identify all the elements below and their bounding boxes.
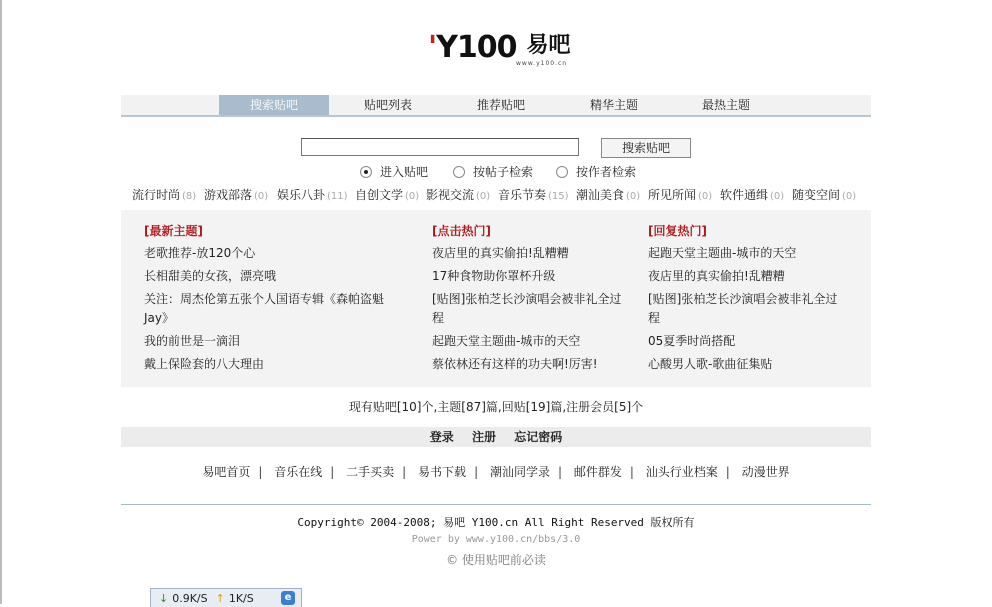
footer-link[interactable]: 易书下载 bbox=[418, 465, 467, 479]
nav-forum-list[interactable]: 贴吧列表 bbox=[363, 98, 412, 112]
category-link[interactable]: 自创文学 (0) bbox=[355, 188, 420, 202]
topic-link[interactable]: 夜店里的真实偷拍!乱糟糟 bbox=[648, 269, 785, 283]
category-link[interactable]: 游戏部落 (0) bbox=[204, 188, 269, 202]
speed-meter bbox=[150, 588, 302, 607]
topic-link[interactable]: 老歌推荐-放120个心 bbox=[144, 246, 256, 260]
category-link[interactable]: 音乐节奏 (15) bbox=[498, 188, 569, 202]
topic-link[interactable]: 17种食物助你罩杯升级 bbox=[432, 269, 556, 283]
footer-links bbox=[0, 463, 992, 480]
browser-icon[interactable]: e bbox=[281, 591, 295, 605]
hot-click-column bbox=[432, 222, 632, 378]
latest-topics-title: [最新主题] bbox=[144, 224, 203, 238]
topic-link[interactable]: 起跑天堂主题曲-城市的天空 bbox=[432, 334, 581, 348]
login-link[interactable]: 登录 bbox=[429, 430, 454, 444]
radio-icon[interactable] bbox=[453, 166, 465, 178]
category-link[interactable]: 流行时尚 (8) bbox=[132, 188, 197, 202]
category-link[interactable]: 软件通缉 (0) bbox=[720, 188, 785, 202]
hot-reply-column bbox=[648, 222, 848, 378]
footer-link[interactable]: 二手买卖 bbox=[346, 465, 395, 479]
powered-by-link[interactable]: Power by www.y100.cn/bbs/3.0 bbox=[411, 534, 581, 545]
separator: | bbox=[629, 465, 634, 479]
separator: | bbox=[725, 465, 730, 479]
topic-link[interactable]: 夜店里的真实偷拍!乱糟糟 bbox=[432, 246, 569, 260]
footer-divider bbox=[121, 504, 871, 505]
search-button[interactable]: 搜索贴吧 bbox=[601, 138, 691, 158]
logo-chinese-name: 易吧 bbox=[526, 33, 571, 58]
topic-link[interactable]: 我的前世是一滴泪 bbox=[144, 334, 241, 348]
logo-mark: 'Y100 bbox=[428, 30, 517, 65]
category-link[interactable]: 影视交流 (0) bbox=[426, 188, 491, 202]
separator: | bbox=[557, 465, 562, 479]
topic-link[interactable]: 心酸男人歌-歌曲征集贴 bbox=[648, 357, 773, 371]
topic-link[interactable]: 05夏季时尚搭配 bbox=[648, 334, 736, 348]
logo-url: www.y100.cn bbox=[516, 60, 568, 67]
footer-link[interactable]: 汕头行业档案 bbox=[645, 465, 718, 479]
separator: | bbox=[258, 465, 263, 479]
upload-arrow-icon: ↑ bbox=[215, 591, 225, 605]
topic-link[interactable]: 长相甜美的女孩，漂亮哦 bbox=[144, 269, 277, 283]
main-nav bbox=[121, 95, 871, 117]
topic-link[interactable]: 戴上保险套的八大理由 bbox=[144, 357, 265, 371]
category-link[interactable]: 随变空间 (0) bbox=[792, 188, 857, 202]
nav-search-forums[interactable]: 搜索贴吧 bbox=[219, 95, 329, 115]
topics-panel bbox=[121, 210, 871, 387]
radio-search-author[interactable]: 按作者检索 bbox=[556, 163, 636, 180]
footer-link[interactable]: 邮件群发 bbox=[573, 465, 622, 479]
search-input[interactable] bbox=[301, 138, 579, 156]
download-arrow-icon: ↓ bbox=[159, 591, 169, 605]
radio-search-posts[interactable]: 按帖子检索 bbox=[453, 163, 533, 180]
download-speed: 0.9K/S bbox=[172, 591, 208, 605]
nav-featured-topics[interactable]: 精华主题 bbox=[589, 98, 638, 112]
register-link[interactable]: 注册 bbox=[471, 430, 496, 444]
topic-link[interactable]: 起跑天堂主题曲-城市的天空 bbox=[648, 246, 797, 260]
footer-link[interactable]: 易吧首页 bbox=[202, 465, 251, 479]
footer-link[interactable]: 动漫世界 bbox=[741, 465, 790, 479]
latest-topics-column bbox=[144, 222, 394, 378]
hot-reply-title: [回复热门] bbox=[648, 224, 707, 238]
separator: | bbox=[474, 465, 479, 479]
site-stats: 现有贴吧[10]个,主题[87]篇,回贴[19]篇,注册会员[5]个 bbox=[348, 400, 644, 414]
footer-link[interactable]: 音乐在线 bbox=[274, 465, 323, 479]
category-list bbox=[132, 186, 872, 202]
category-link[interactable]: 潮汕美食 (0) bbox=[576, 188, 641, 202]
nav-hottest-topics[interactable]: 最热主题 bbox=[701, 98, 750, 112]
usage-notice-link[interactable]: © 使用贴吧前必读 bbox=[446, 553, 546, 567]
topic-link[interactable]: [贴图]张柏芝长沙演唱会被非礼全过程 bbox=[648, 292, 838, 325]
search-mode-group bbox=[0, 163, 992, 179]
separator: | bbox=[330, 465, 335, 479]
nav-recommended-forums[interactable]: 推荐贴吧 bbox=[476, 98, 525, 112]
separator: | bbox=[402, 465, 407, 479]
footer-link[interactable]: 潮汕同学录 bbox=[489, 465, 550, 479]
hot-click-title: [点击热门] bbox=[432, 224, 491, 238]
site-logo[interactable] bbox=[428, 30, 571, 73]
radio-enter-forum[interactable]: 进入贴吧 bbox=[360, 163, 428, 180]
category-link[interactable]: 所见所闻 (0) bbox=[648, 188, 713, 202]
forgot-password-link[interactable]: 忘记密码 bbox=[514, 430, 563, 444]
copyright-text: Copyright© 2004-2008; 易吧 Y100.cn All Right Reserved 版权所有 bbox=[297, 516, 695, 529]
upload-speed: 1K/S bbox=[228, 591, 254, 605]
auth-bar bbox=[121, 427, 871, 447]
radio-icon[interactable] bbox=[556, 166, 568, 178]
category-link[interactable]: 娱乐八卦 (11) bbox=[277, 188, 348, 202]
topic-link[interactable]: 蔡依林还有这样的功夫啊!厉害! bbox=[432, 357, 598, 371]
radio-selected-icon[interactable] bbox=[360, 166, 372, 178]
topic-link[interactable]: 关注：周杰伦第五张个人国语专辑《森帕盗魁Jay》 bbox=[144, 292, 385, 325]
topic-link[interactable]: [贴图]张柏芝长沙演唱会被非礼全过程 bbox=[432, 292, 622, 325]
